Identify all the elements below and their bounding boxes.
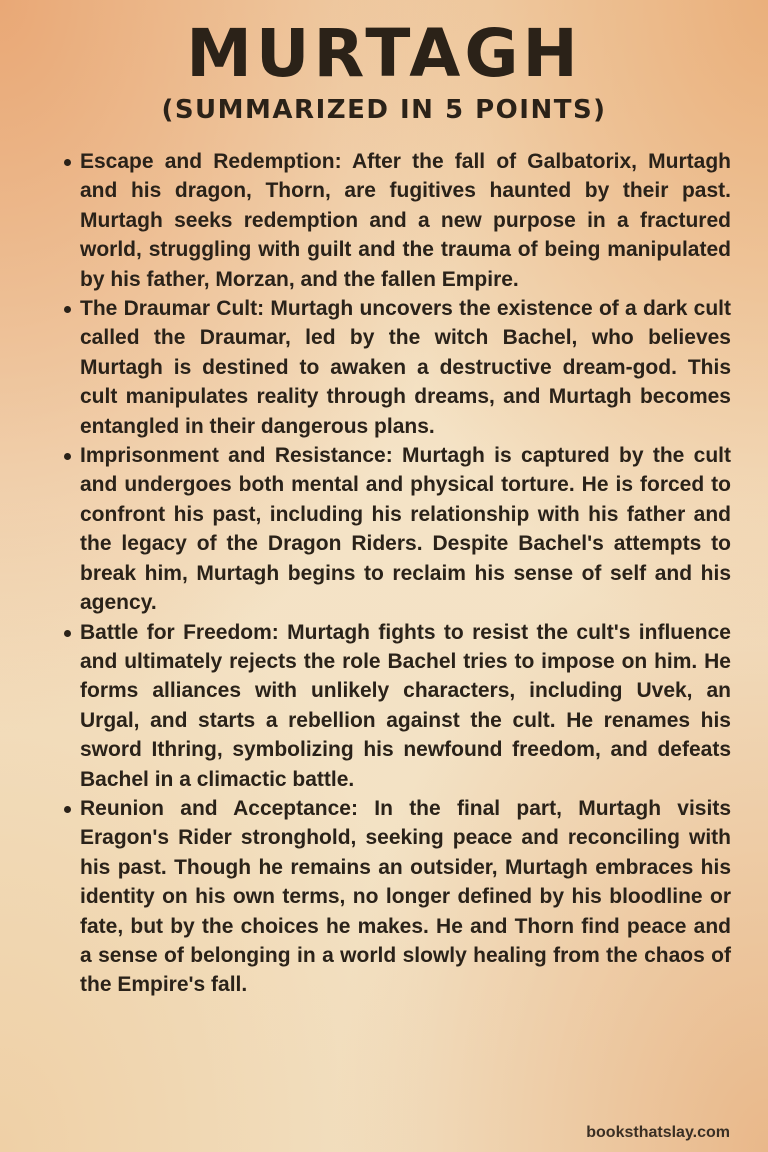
page-title: MURTAGH bbox=[186, 15, 582, 92]
list-item: The Draumar Cult: Murtagh uncovers the existence of a dark cult called the Draumar, led by the witch Bachel, who believes Murtagh is destined to awaken a destructive dream-god. This cult manipulates reality through dreams, and Murtagh becomes entangled in their dangerous plans. bbox=[80, 294, 731, 441]
list-item: Escape and Redemption: After the fall of Galbatorix, Murtagh and his dragon, Thorn, are fugitives haunted by their past. Murtagh seeks redemption and a new purpose in a fractured world, struggling with guilt and the trauma of being manipulated by his father, Morzan, and the fallen Empire. bbox=[80, 147, 731, 294]
summary-list bbox=[80, 147, 731, 1000]
site-credit: booksthatslay.com bbox=[586, 1124, 730, 1141]
list-item: Battle for Freedom: Murtagh fights to resist the cult's influence and ultimately rejects the role Bachel tries to impose on him. He forms alliances with unlikely characters, including Uvek, an Urgal, and starts a rebellion against the cult. He renames his sword Ithring, symbolizing his newfound freedom, and defeats Bachel in a climactic battle. bbox=[80, 618, 731, 794]
page-subtitle: (SUMMARIZED IN 5 POINTS) bbox=[161, 95, 607, 125]
list-item: Reunion and Acceptance: In the final part, Murtagh visits Eragon's Rider stronghold, seeking peace and reconciling with his past. Though he remains an outsider, Murtagh embraces his identity on his own terms, no longer defined by his bloodline or fate, but by the choices he makes. He and Thorn find peace and a sense of belonging in a world slowly healing from the chaos of the Empire's fall. bbox=[80, 794, 731, 1000]
list-item: Imprisonment and Resistance: Murtagh is captured by the cult and undergoes both mental and physical torture. He is forced to confront his past, including his relationship with his father and the legacy of the Dragon Riders. Despite Bachel's attempts to break him, Murtagh begins to reclaim his sense of self and his agency. bbox=[80, 441, 731, 617]
